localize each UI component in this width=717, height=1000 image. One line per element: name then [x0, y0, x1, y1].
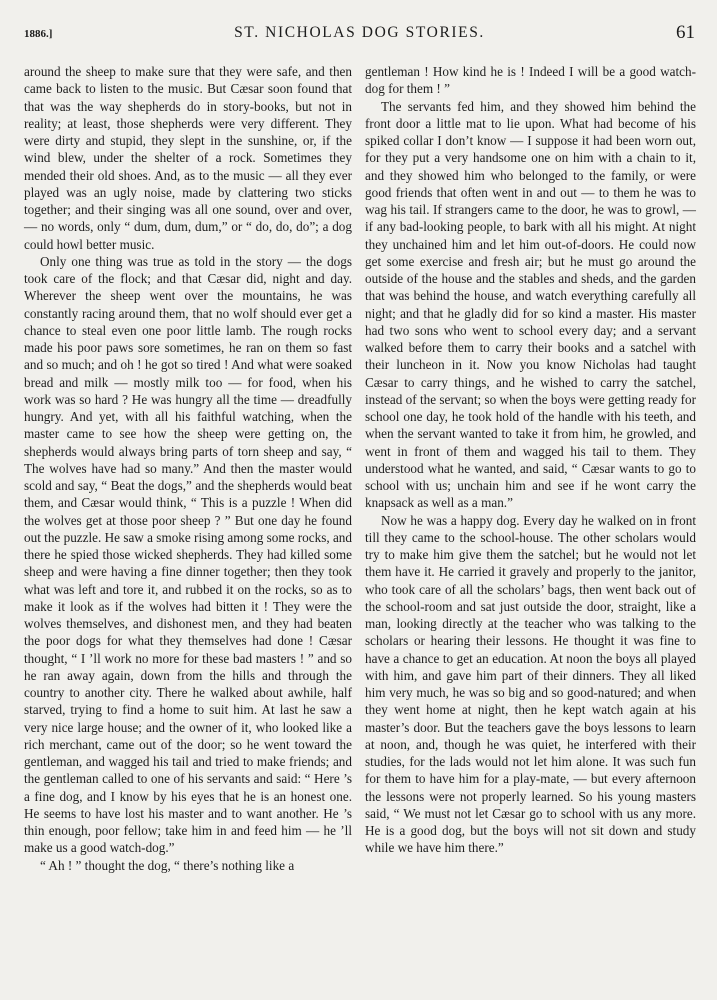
page-number: 61	[676, 22, 695, 43]
paragraph: Only one thing was true as told in the story — the dogs took care of the flock; and that Cæsar did, night and day. Wherever the sheep went over the mountains, he was constantly racing around them, that no wolf should ever get a chance to steal even one poor little lamb. The rough rocks made his poor paws sore sometimes, he ran on them so fast and so much; and oh ! he got so tired ! And what were soaked bread and milk — mostly milk too — for food, when his work was so hard ? He was hungry all the time — dreadfully hungry. And yet, with all his faithful watching, when the master came to see how the sheep were getting on, the shepherds would always bring parts of torn sheep and say, “ The wolves have had so many.” And then the master would scold and say, “ Beat the dogs,” and the shepherds would beat them, and Cæsar would think, “ This is a puzzle ! When did the wolves get at those poor sheep ? ” But one day he found out the puzzle. He saw a smoke rising among some rocks, and there he spied those wicked shepherds. They had killed some sheep and were having a fine dinner together; then they took what was left and tore it, and rubbed it on the rocks, so as to make it look as if the wolves had bitten it ! They were the wolves themselves, and dishonest men, and they had beaten the poor dogs for what they themselves had done ! Cæsar thought, “ I ’ll work no more for these bad masters ! ” and so he ran away again, down from the hills and through the country to another city. There he walked about awhile, half starved, trying to find a home to suit him. At last he saw a very nice large house; and the owner of it, who looked like a rich merchant, came out of the door; so he went toward the gentleman, and wagged his tail and tried to make friends; and the gentleman called to one of his servants and said: “ Here ’s a fine dog, and I know by his eyes that he is an honest one. He seems to have lost his master and to want another. He ’s thin enough, poor fellow; take him in and feed him — he ’ll make us a good watch-dog.”	[24, 253, 352, 856]
paragraph: The servants fed him, and they showed him behind the front door a little mat to lie upon. What had become of his spiked collar I don’t know — I suppose it had been worn out, for they put a very handsome one on him with a chain to it, and they showed him who belonged to the family, or were good friends that often went in and out — to them he was to wag his tail. If strangers came to the door, he was to growl, — if any bad-looking people, to bark with all his might. At night they unchained him and let him out-of-doors. He could now get some exercise and fresh air; but he must go around the outside of the house and the stables and sheds, and the garden that was behind the house, and watch everything carefully all night; and that he gladly did for so kind a master. His master had two sons who went to school every day; and a servant walked before them to carry their books and a satchel with their luncheon in it. Now you know Nicholas had taught Cæsar to carry things, and he wished to carry the satchel, instead of the servant; so when the boys were getting ready for school one day, he took hold of the handle with his teeth, and when the servant wanted to take it from him, he growled, and went in front of them and wagged his tail to them. They understood what he wanted, and said, “ Cæsar wants to go to school with us; unchain him and see if he wont carry the knapsack as well as a man.”	[365, 98, 696, 511]
right-column	[365, 63, 696, 857]
running-header	[24, 22, 695, 46]
paragraph: around the sheep to make sure that they were safe, and then came back to listen to the music. But Cæsar soon found that that was the way shepherds do in story-books, but not in reality; at least, those shepherds were very different. They were dirty and stupid, they slept in the sunshine, or, if the wind blew, under the shelter of a rock. Sometimes they mended their old shoes. And, as to the music — all they ever played was an ugly noise, made by clattering two sticks together; and their singing was all one sound, over and over, — no words, only “ dum, dum, dum,” or “ do, do, do”; a dog could howl better music.	[24, 64, 352, 252]
left-column	[24, 63, 352, 874]
paragraph: gentleman ! How kind he is ! Indeed I will be a good watch-dog for them ! ”	[365, 64, 696, 97]
paragraph: Now he was a happy dog. Every day he walked on in front till they came to the school-house. The other scholars would try to make him give them the satchel; but he would not let them have it. He carried it gravely and properly to the janitor, who took care of all the scholars’ bags, then went back out of the school-room and sat just outside the door, straight, like a man, looking directly at the teacher who was talking to the scholars or hearing their lessons. He thought it was fine to have a chance to get an education. At noon the boys all played with him, and gave him part of their dinners. They all liked him very much, he was so big and so good-natured; and when they went home at night, then he kept watch again at his master’s door. But the teachers gave the boys lessons to learn at noon, and, though he was quiet, he interfered with their studies, for the lads would not let him alone. It was such fun for them to have him for a play-mate, — but every afternoon the lessons were not properly learned. So his young masters said, “ We must not let Cæsar go to school with us any more. He is a good dog, but the boys will not sit down and study while we have him there.”	[365, 512, 696, 856]
paragraph: “ Ah ! ” thought the dog, “ there’s nothing like a	[40, 857, 295, 873]
header-title: ST. NICHOLAS DOG STORIES.	[234, 24, 485, 41]
header-year: 1886.]	[24, 28, 53, 40]
